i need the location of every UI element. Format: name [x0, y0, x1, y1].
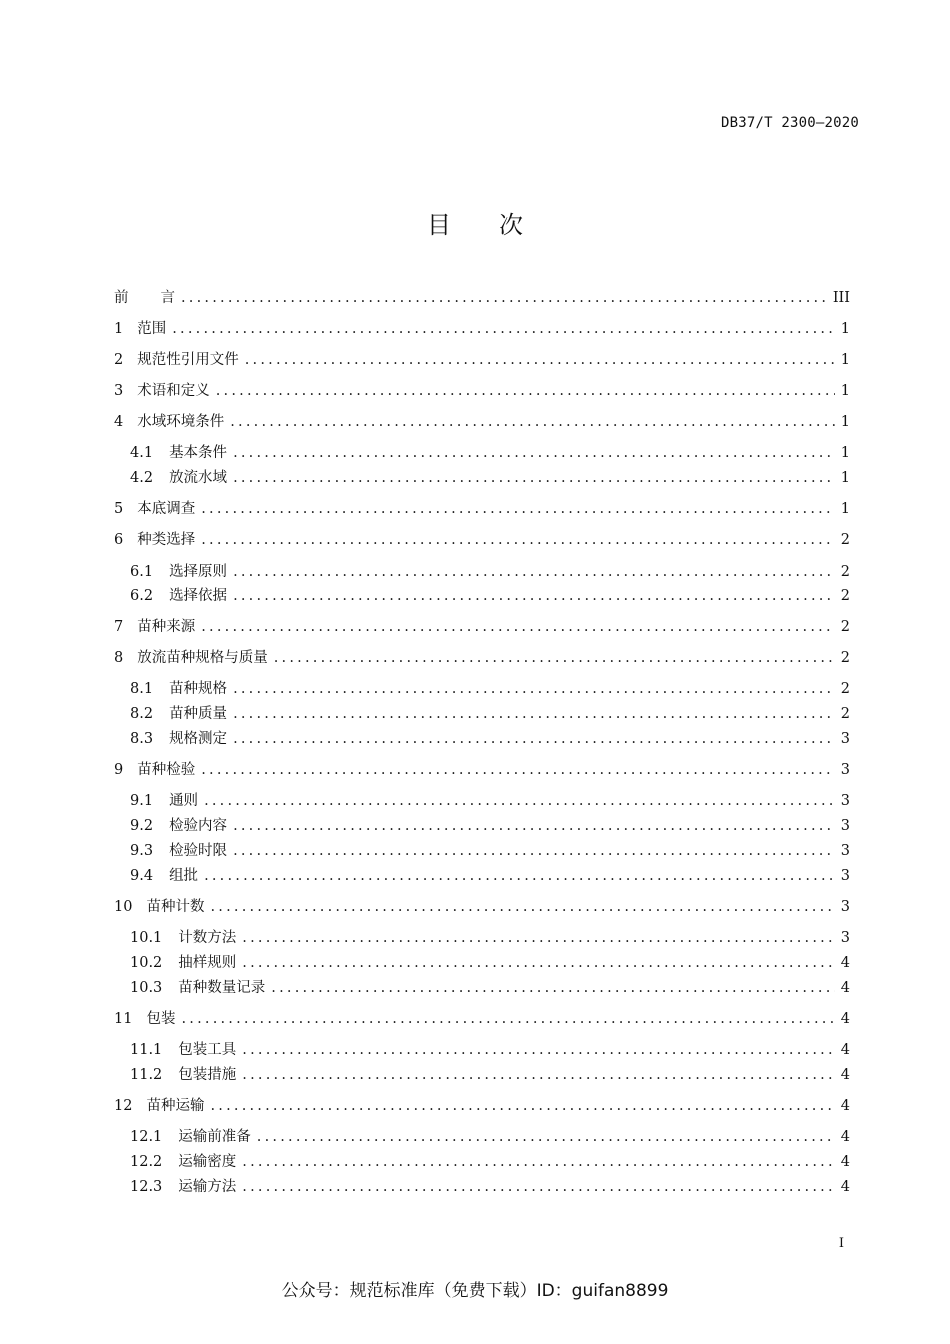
toc-entry-page: 2 [840, 650, 850, 666]
toc-entry-number: 8 [114, 650, 124, 666]
dot-leader [201, 759, 835, 781]
toc-entry-label: 言 [160, 290, 175, 306]
toc-entry[interactable] [114, 318, 850, 340]
dot-leader [242, 952, 834, 974]
dot-leader [233, 703, 835, 725]
toc-entry[interactable] [130, 678, 850, 700]
toc-entry[interactable] [130, 840, 850, 862]
toc-entry[interactable] [114, 1095, 850, 1117]
dot-leader [242, 1151, 834, 1173]
toc-entry-number: 6 [114, 532, 124, 548]
dot-leader [204, 865, 835, 887]
dot-leader [230, 411, 835, 433]
toc-entry[interactable] [130, 561, 850, 583]
toc-entry-page: 4 [840, 1011, 850, 1027]
toc-entry-label: 运输前准备 [178, 1129, 251, 1145]
toc-entry-number: 前 [114, 290, 129, 306]
toc-entry-label: 组批 [169, 868, 199, 884]
toc-entry-page: 2 [840, 532, 850, 548]
toc-entry[interactable] [114, 529, 850, 551]
toc-entry-page: 4 [840, 1179, 850, 1195]
toc-entry-page: 4 [840, 1042, 850, 1058]
toc-entry-page: 3 [840, 868, 850, 884]
toc-entry-page: 4 [840, 1154, 850, 1170]
toc-entry-page: 1 [840, 414, 850, 430]
dot-leader [201, 529, 835, 551]
toc-entry-page: 3 [840, 731, 850, 747]
toc-entry-number: 9.2 [130, 818, 154, 834]
toc-entry[interactable] [130, 585, 850, 607]
toc-entry-page: 1 [840, 445, 850, 461]
dot-leader [233, 678, 835, 700]
toc-entry-number: 10.2 [130, 955, 163, 971]
dot-leader [204, 790, 835, 812]
dot-leader [257, 1126, 835, 1148]
dot-leader [181, 1008, 834, 1030]
toc-entry-number: 4 [114, 414, 124, 430]
toc-entry[interactable] [114, 287, 850, 309]
toc-entry-label: 术语和定义 [137, 383, 210, 399]
toc-entry-page: 2 [840, 706, 850, 722]
toc-entry-label: 抽样规则 [178, 955, 237, 971]
toc-entry-number: 9.3 [130, 843, 154, 859]
toc-entry-page: 3 [840, 818, 850, 834]
toc-entry-label: 苗种数量记录 [178, 980, 266, 996]
toc-entry-number: 9 [114, 762, 124, 778]
dot-leader [242, 1176, 834, 1198]
toc-entry[interactable] [130, 703, 850, 725]
toc-entry-number: 7 [114, 619, 124, 635]
toc-entry-number: 12.1 [130, 1129, 163, 1145]
toc-entry-page: III [832, 290, 850, 306]
toc-entry-label: 包装措施 [178, 1067, 237, 1083]
toc-entry-label: 检验时限 [169, 843, 228, 859]
dot-leader [233, 442, 835, 464]
toc-entry-label: 基本条件 [169, 445, 228, 461]
toc-entry-page: 4 [840, 1098, 850, 1114]
toc-entry-label: 范围 [137, 321, 167, 337]
toc-entry-page: 3 [840, 762, 850, 778]
dot-leader [201, 498, 835, 520]
toc-entry-number: 12.3 [130, 1179, 163, 1195]
toc-entry-label: 苗种检验 [137, 762, 196, 778]
toc-entry-number: 4.1 [130, 445, 154, 461]
toc-entry-number: 2 [114, 352, 124, 368]
toc-entry-label: 本底调查 [137, 501, 196, 517]
toc-entry-label: 通则 [169, 793, 199, 809]
toc-entry[interactable] [130, 865, 850, 887]
toc-entry-number: 6.1 [130, 564, 154, 580]
toc-entry[interactable] [114, 1008, 850, 1030]
toc-entry[interactable] [130, 927, 850, 949]
download-banner: 公众号：规范标准库（免费下载）ID：guifan8899 [281, 1281, 669, 1301]
dot-leader [242, 927, 834, 949]
toc-entry-number: 11 [114, 1011, 133, 1027]
dot-leader [210, 1095, 834, 1117]
toc-entry-number: 4.2 [130, 470, 154, 486]
dot-leader [233, 585, 835, 607]
toc-entry-page: 1 [840, 321, 850, 337]
toc-entry-number: 3 [114, 383, 124, 399]
toc-entry-label: 放流水域 [169, 470, 228, 486]
toc-entry-label: 苗种运输 [146, 1098, 205, 1114]
toc-entry-label: 苗种计数 [146, 899, 205, 915]
toc-entry-label: 选择原则 [169, 564, 228, 580]
dot-leader [233, 467, 835, 489]
toc-entry[interactable] [130, 442, 850, 464]
dot-leader [210, 896, 834, 918]
toc-entry-number: 10.1 [130, 930, 163, 946]
toc-entry[interactable] [130, 1176, 850, 1198]
toc-entry[interactable] [130, 467, 850, 489]
toc-entry-number: 9.4 [130, 868, 154, 884]
toc-entry-page: 4 [840, 1067, 850, 1083]
toc-entry[interactable] [130, 1039, 850, 1061]
page-title: 目次 [427, 211, 571, 239]
toc-entry-page: 4 [840, 955, 850, 971]
toc-entry-number: 1 [114, 321, 124, 337]
toc-entry-page: 2 [840, 564, 850, 580]
toc-entry-label: 苗种规格 [169, 681, 228, 697]
toc-entry-page: 1 [840, 383, 850, 399]
toc-entry-page: 2 [840, 619, 850, 635]
toc-entry[interactable] [130, 1151, 850, 1173]
toc-entry[interactable] [114, 616, 850, 638]
toc-entry[interactable] [130, 815, 850, 837]
toc-entry[interactable] [114, 647, 850, 669]
toc-entry-label: 规范性引用文件 [137, 352, 239, 368]
toc-entry-label: 水域环境条件 [137, 414, 225, 430]
dot-leader [245, 349, 835, 371]
toc-entry[interactable] [130, 977, 850, 999]
dot-leader [233, 840, 835, 862]
toc-entry-number: 8.3 [130, 731, 154, 747]
toc-entry[interactable] [130, 790, 850, 812]
dot-leader [242, 1064, 834, 1086]
toc-entry-number: 12 [114, 1098, 133, 1114]
toc-entry-label: 苗种来源 [137, 619, 196, 635]
dot-leader [201, 616, 835, 638]
toc-entry-page: 3 [840, 793, 850, 809]
toc-entry-page: 3 [840, 930, 850, 946]
toc-entry-label: 放流苗种规格与质量 [137, 650, 268, 666]
toc-entry-number: 5 [114, 501, 124, 517]
toc-entry-number: 8.2 [130, 706, 154, 722]
dot-leader [181, 287, 827, 309]
toc-entry-number: 10.3 [130, 980, 163, 996]
dot-leader [172, 318, 835, 340]
toc-entry[interactable] [114, 411, 850, 433]
toc-entry-number: 6.2 [130, 588, 154, 604]
dot-leader [274, 647, 835, 669]
toc-entry-label: 运输方法 [178, 1179, 237, 1195]
toc-entry-label: 苗种质量 [169, 706, 228, 722]
dot-leader [233, 561, 835, 583]
document-code: DB37/T 2300—2020 [720, 115, 859, 131]
toc-entry-number: 12.2 [130, 1154, 163, 1170]
toc-entry-page: 3 [840, 843, 850, 859]
toc-entry-page: 2 [840, 588, 850, 604]
dot-leader [233, 815, 835, 837]
toc-entry-label: 包装工具 [178, 1042, 237, 1058]
toc-entry-number: 11.2 [130, 1067, 163, 1083]
toc-entry[interactable] [114, 349, 850, 371]
toc-entry-label: 包装 [146, 1011, 176, 1027]
toc-entry-label: 检验内容 [169, 818, 228, 834]
toc-entry-label: 规格测定 [169, 731, 228, 747]
toc-entry[interactable] [130, 952, 850, 974]
toc-entry[interactable] [114, 380, 850, 402]
toc-entry-number: 10 [114, 899, 133, 915]
toc-entry-label: 运输密度 [178, 1154, 237, 1170]
dot-leader [242, 1039, 834, 1061]
toc-entry-page: 2 [840, 681, 850, 697]
toc-entry[interactable] [114, 498, 850, 520]
toc-entry-page: 1 [840, 501, 850, 517]
toc-entry-page: 3 [840, 899, 850, 915]
toc-entry-number: 8.1 [130, 681, 154, 697]
toc-entry-number: 11.1 [130, 1042, 163, 1058]
toc-entry[interactable] [114, 896, 850, 918]
toc-entry[interactable] [130, 728, 850, 750]
dot-leader [271, 977, 834, 999]
toc-entry-page: 1 [840, 470, 850, 486]
toc-entry[interactable] [130, 1064, 850, 1086]
toc-entry-page: 4 [840, 1129, 850, 1145]
toc-entry[interactable] [114, 759, 850, 781]
toc-entry-label: 种类选择 [137, 532, 196, 548]
toc-entry-label: 选择依据 [169, 588, 228, 604]
toc-entry[interactable] [130, 1126, 850, 1148]
dot-leader [233, 728, 835, 750]
toc-entry-label: 计数方法 [178, 930, 237, 946]
dot-leader [216, 380, 835, 402]
toc-entry-number: 9.1 [130, 793, 154, 809]
toc-entry-page: 1 [840, 352, 850, 368]
page-number: I [838, 1236, 844, 1251]
toc-entry-page: 4 [840, 980, 850, 996]
